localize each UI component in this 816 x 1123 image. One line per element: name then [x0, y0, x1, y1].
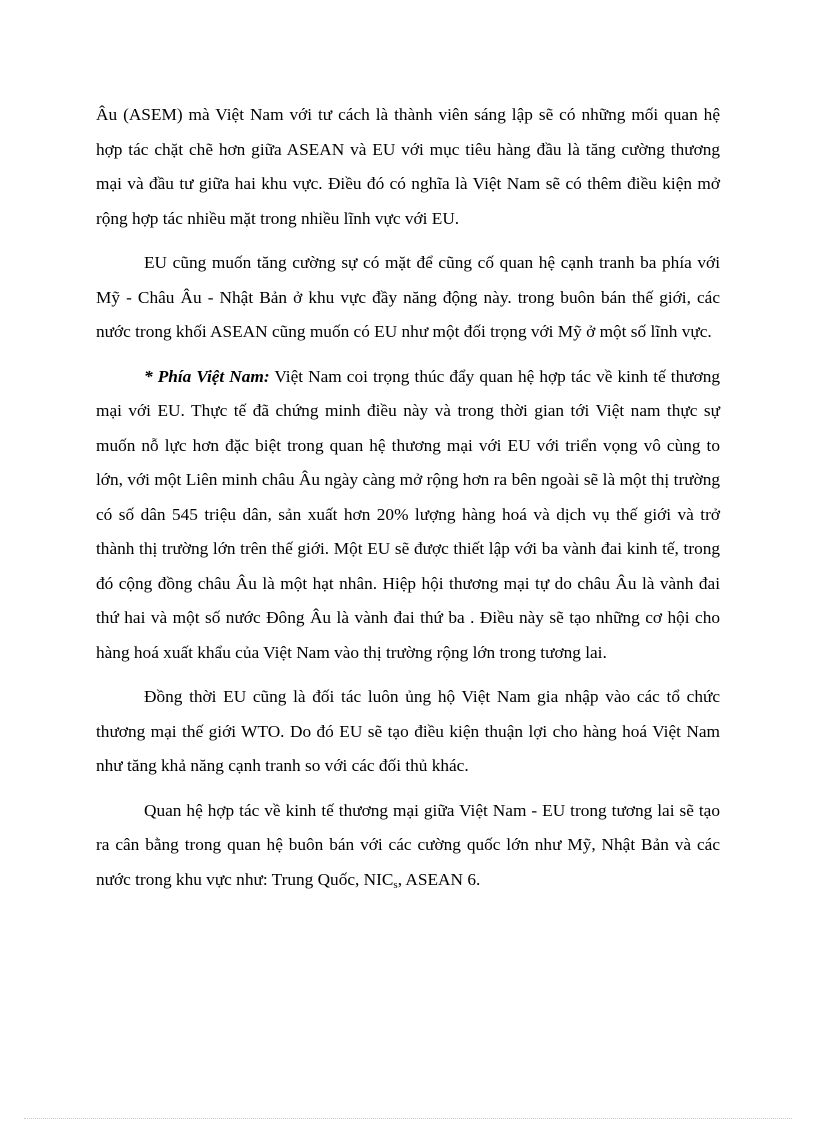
- document-page: [96, 98, 720, 897]
- paragraph-asem-continuation: Âu (ASEM) mà Việt Nam với tư cách là thành viên sáng lập sẽ có những mối quan hệ hợp tác chặt chẽ hơn giữa ASEAN và EU với mục tiêu hàng đầu là tăng cường thương mại và đầu tư giữa hai khu vực. Điều đó có nghĩa là Việt Nam sẽ có thêm điều kiện mở rộng hợp tác nhiều mặt trong nhiều lĩnh vực với EU.: [96, 105, 720, 228]
- paragraph-future-balance: [96, 794, 720, 898]
- vietnam-side-text: Việt Nam coi trọng thúc đẩy quan hệ hợp tác về kinh tế thương mại với EU. Thực tế đã chứng minh điều này và trong thời gian tới Việt nam thực sự muốn nỗ lực hơn đặc biệt trong quan hệ thương mại với EU với triển vọng vô cùng to lớn, với một Liên minh châu Âu ngày càng mở rộng hơn ra bên ngoài sẽ là một thị trường có số dân 545 triệu dân, sản xuất hơn 20% lượng hàng hoá và dịch vụ thế giới và trở thành thị trường lớn trên thế giới. Một EU sẽ được thiết lập với ba vành đai kinh tế, trong đó cộng đồng châu Âu là một hạt nhân. Hiệp hội thương mại tự do châu Âu là vành đai thứ hai và một số nước Đông Âu là vành đai thứ ba . Điều này sẽ tạo những cơ hội cho hàng hoá xuất khẩu của Việt Nam vào thị trường rộng lớn trong tương lai.: [96, 366, 720, 662]
- future-balance-text-end: , ASEAN 6.: [397, 869, 481, 889]
- paragraph-wto-support: Đồng thời EU cũng là đối tác luôn ủng hộ Việt Nam gia nhập vào các tổ chức thương mại thế giới WTO. Do đó EU sẽ tạo điều kiện thuận lợi cho hàng hoá Việt Nam như tăng khả năng cạnh tranh so với các đối thủ khác.: [96, 687, 720, 775]
- vietnam-side-heading: * Phía Việt Nam:: [144, 366, 270, 386]
- page-bottom-rule: [24, 1118, 792, 1119]
- paragraph-eu-presence: EU cũng muốn tăng cường sự có mặt để cũng cố quan hệ cạnh tranh ba phía với Mỹ - Châu Âu - Nhật Bản ở khu vực đầy năng động này. trong buôn bán thế giới, các nước trong khối ASEAN cũng muốn có EU như một đối trọng với Mỹ ở một số lĩnh vực.: [96, 253, 720, 341]
- future-balance-text: Quan hệ hợp tác về kinh tế thương mại giữa Việt Nam - EU trong tương lai sẽ tạo ra cân bằng trong quan hệ buôn bán với các cường quốc lớn như Mỹ, Nhật Bản và các nước trong khu vực như: Trung Quốc, NIC: [96, 800, 720, 889]
- nics-subscript: s: [393, 878, 398, 891]
- paragraph-vietnam-side: [96, 360, 720, 671]
